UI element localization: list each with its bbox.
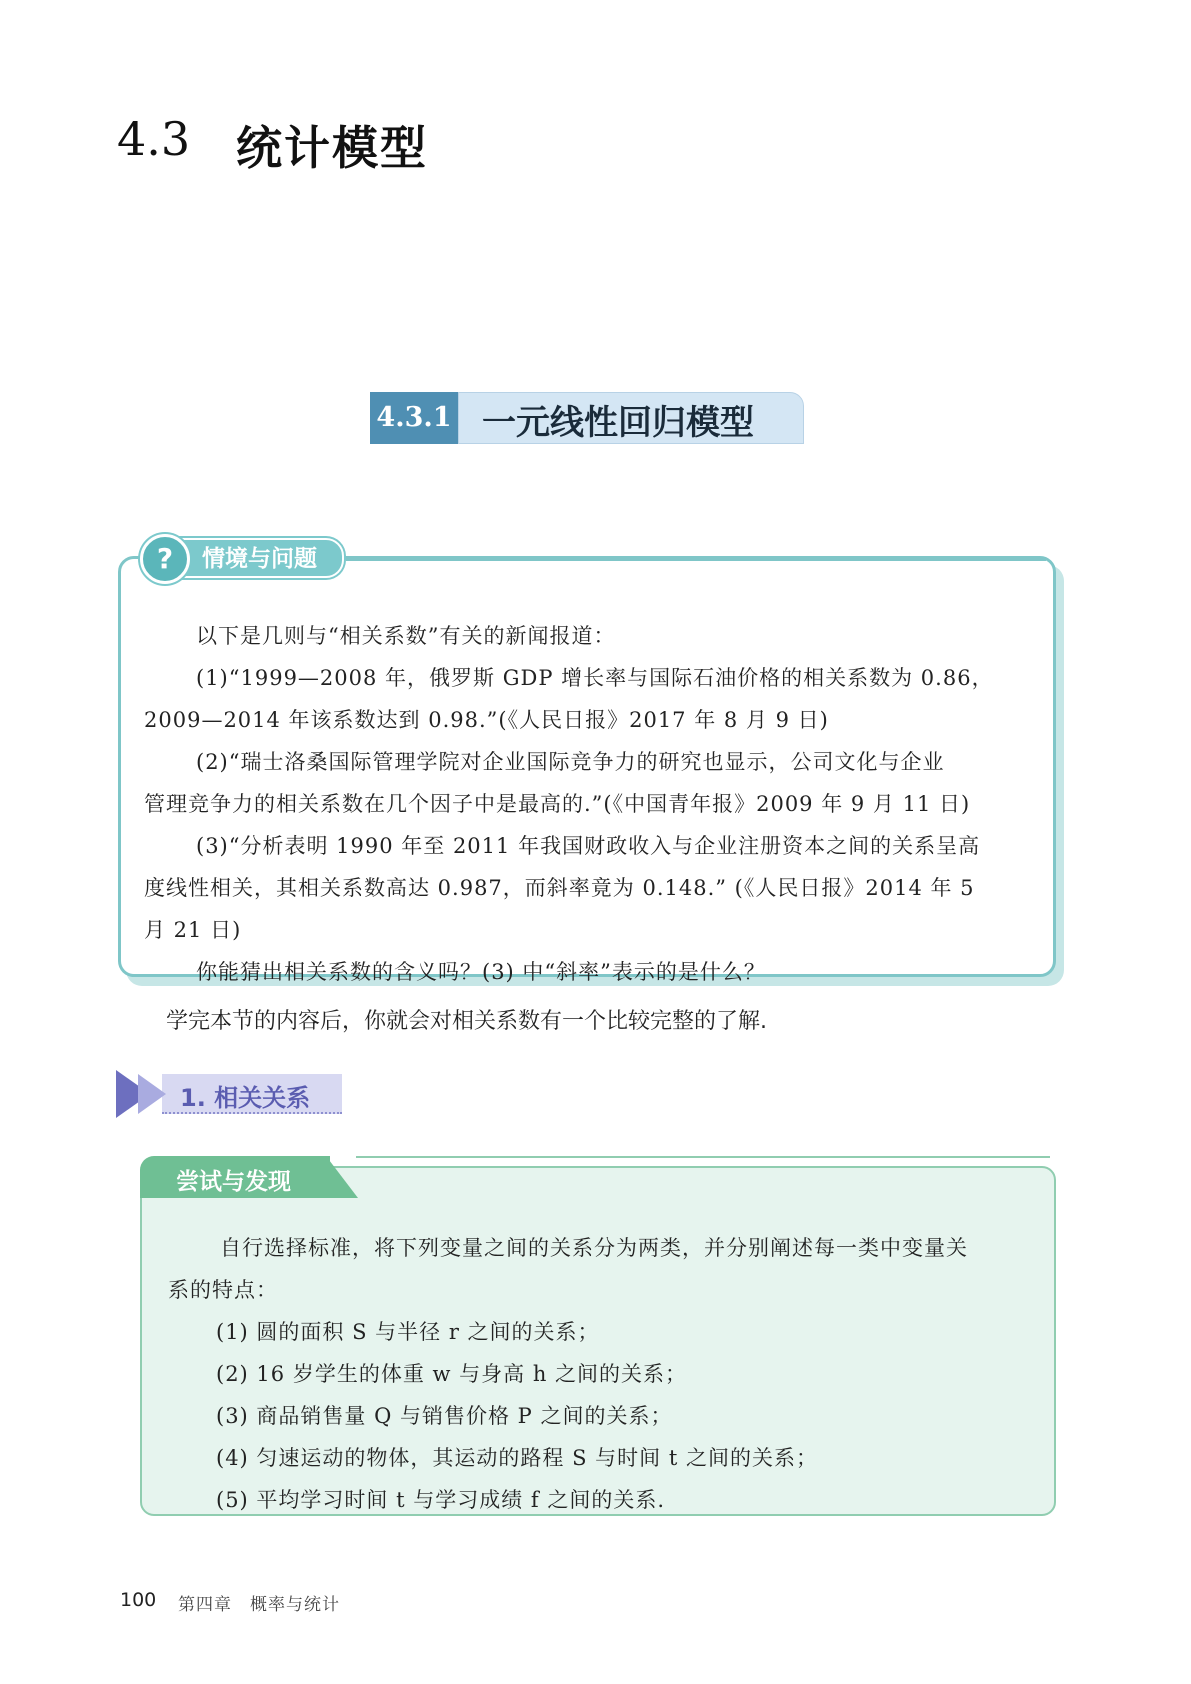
part-heading bbox=[116, 1070, 348, 1118]
section-title: 统计模型 bbox=[236, 121, 428, 175]
arrow-inner-icon bbox=[138, 1074, 166, 1114]
question-book-icon: ? bbox=[140, 534, 190, 584]
situation-top-line bbox=[346, 558, 1046, 561]
after-situation-text: 学完本节的内容后，你就会对相关系数有一个比较完整的了解. bbox=[166, 1009, 767, 1034]
try-item: (5) 平均学习时间 t 与学习成绩 f 之间的关系. bbox=[216, 1488, 666, 1512]
try-tab-label: 尝试与发现 bbox=[176, 1169, 291, 1195]
situation-line: (2)“瑞士洛桑国际管理学院对企业国际竞争力的研究也显示，公司文化与企业 bbox=[196, 750, 945, 774]
situation-line: 度线性相关，其相关系数高达 0.987，而斜率竟为 0.148.” (《人民日报》2014 年 5 bbox=[144, 876, 975, 900]
situation-line: (1)“1999—2008 年，俄罗斯 GDP 增长率与国际石油价格的相关系数为 0.86， bbox=[196, 666, 994, 690]
try-discover-tab bbox=[140, 1156, 358, 1198]
situation-line: 月 21 日) bbox=[144, 918, 242, 942]
situation-line: 以下是几则与“相关系数”有关的新闻报道： bbox=[196, 624, 616, 648]
subsection-banner bbox=[370, 392, 810, 444]
try-item: (4) 匀速运动的物体，其运动的路程 S 与时间 t 之间的关系； bbox=[216, 1446, 818, 1470]
situation-tab-label: 情境与问题 bbox=[202, 546, 317, 572]
try-line: 系的特点： bbox=[168, 1278, 278, 1302]
subsection-title: 一元线性回归模型 bbox=[482, 403, 754, 443]
try-tab-slant bbox=[326, 1156, 358, 1198]
situation-tab bbox=[140, 534, 340, 578]
try-line: 自行选择标准，将下列变量之间的关系分为两类，并分别阐述每一类中变量关 bbox=[220, 1236, 968, 1260]
situation-question: 你能猜出相关系数的含义吗？(3) 中“斜率”表示的是什么？ bbox=[196, 960, 766, 984]
page-number: 100 bbox=[120, 1589, 157, 1611]
try-top-line bbox=[356, 1156, 1050, 1158]
subsection-number: 4.3.1 bbox=[370, 392, 458, 444]
situation-line: 管理竞争力的相关系数在几个因子中是最高的.”(《中国青年报》2009 年 9 月 11 日) bbox=[144, 792, 971, 816]
part-heading-label: 1. 相关关系 bbox=[180, 1084, 311, 1112]
try-item: (2) 16 岁学生的体重 w 与身高 h 之间的关系； bbox=[216, 1362, 688, 1386]
section-number: 4.3 bbox=[117, 112, 191, 166]
chapter-label: 第四章 概率与统计 bbox=[178, 1595, 340, 1615]
try-item: (1) 圆的面积 S 与半径 r 之间的关系； bbox=[216, 1320, 600, 1344]
situation-line: 2009—2014 年该系数达到 0.98.”(《人民日报》2017 年 8 月 9 日) bbox=[144, 708, 829, 732]
try-item: (3) 商品销售量 Q 与销售价格 P 之间的关系； bbox=[216, 1404, 673, 1428]
situation-line: (3)“分析表明 1990 年至 2011 年我国财政收入与企业注册资本之间的关系呈高 bbox=[196, 834, 981, 858]
